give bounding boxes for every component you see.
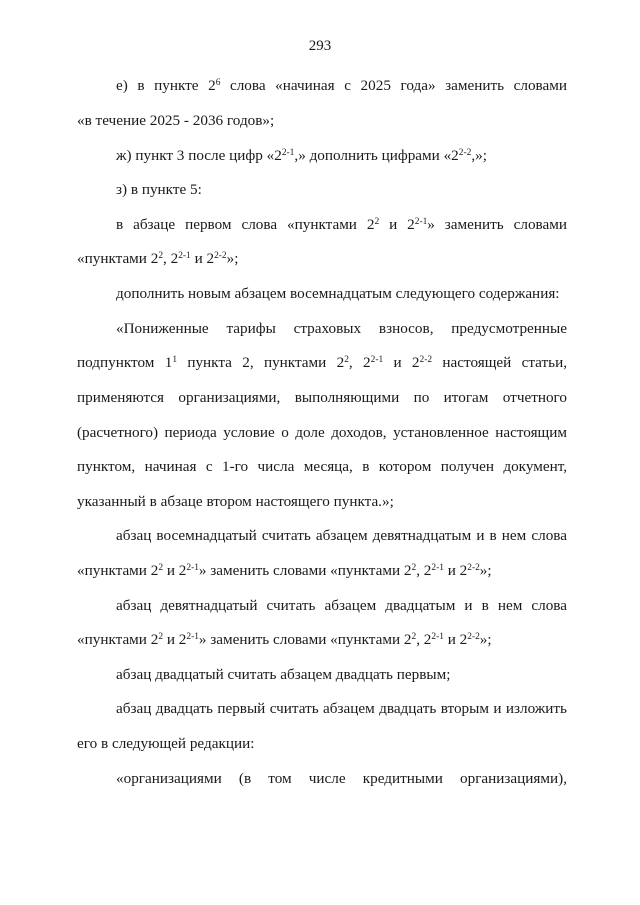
text-line: «в течение 2025 - 2036 годов»; [77, 112, 275, 129]
text-line: подпунктом $1^1$ пункта 2, пунктами $2^2$, 2$^{2-1}$ и 2$^{2-2}$ настоящей статьи, [77, 354, 568, 371]
text-line: дополнить новым абзацем восемнадцатым следующего содержания: [116, 285, 560, 302]
text-line: «пунктами $2^2$, 2$^{2-1}$ и 2$^{2-2}$»; [77, 250, 239, 267]
page-number: 293 [308, 38, 332, 54]
text-line: указанный в абзаце втором настоящего пункта.»; [77, 493, 394, 510]
text-line: абзац восемнадцатый считать абзацем девятнадцатым и в нем слова [116, 527, 567, 544]
text-line: (расчетного) периода условие о доле доходов, установленное настоящим [77, 424, 567, 441]
text-line: в абзаце первом слова «пунктами $2^2$ и 2$^{2-1}$» заменить словами [116, 216, 567, 233]
text-line: «пунктами $2^2$ и 2$^{2-1}$» заменить словами «пунктами $2^2$, 2$^{2-1}$ и 2$^{2-2}$»; [77, 562, 492, 579]
text-line: пунктом, начиная с 1-го числа месяца, в котором получен документ, [77, 458, 567, 475]
text-line: абзац двадцать первый считать абзацем двадцать вторым и изложить [116, 700, 567, 717]
text-line: з) в пункте 5: [116, 181, 202, 198]
text-line: его в следующей редакции: [77, 735, 255, 752]
text-line: «пунктами $2^2$ и 2$^{2-1}$» заменить словами «пунктами $2^2$, 2$^{2-1}$ и 2$^{2-2}$»; [77, 631, 492, 648]
text-line: абзац двадцатый считать абзацем двадцать первым; [116, 666, 451, 683]
text-line: ж) пункт 3 после цифр «2$^{2-1}$,» дополнить цифрами «2$^{2-2}$,»; [116, 147, 487, 164]
text-line: абзац девятнадцатый считать абзацем двадцатым и в нем слова [116, 597, 567, 614]
text-line: «организациями (в том числе кредитными организациями), [116, 770, 567, 787]
text-line: «Пониженные тарифы страховых взносов, предусмотренные [116, 320, 567, 337]
text-line: е) в пункте $2^6$ слова «начиная с 2025 года» заменить словами [116, 77, 567, 94]
text-line: применяются организациями, выполняющими по итогам отчетного [77, 389, 567, 406]
